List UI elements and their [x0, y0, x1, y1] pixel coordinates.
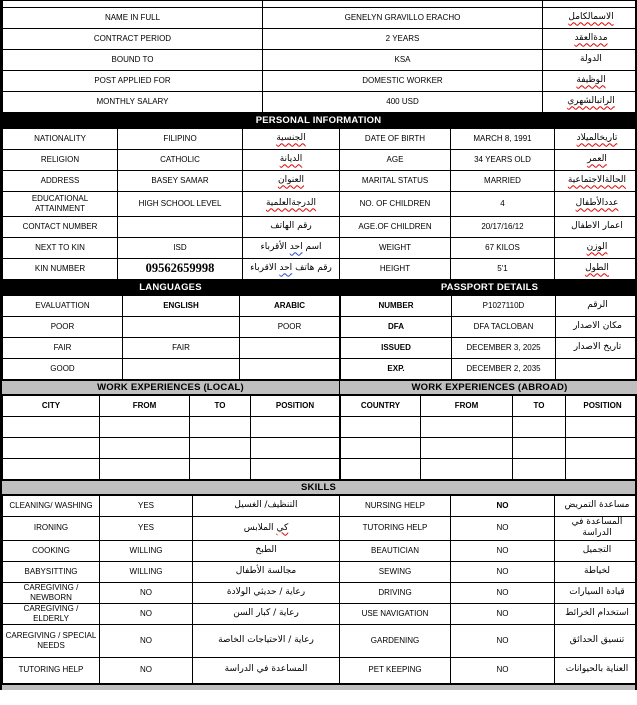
skill-label-ar: مجالسة الأطفال: [193, 561, 340, 582]
column-header: ARABIC: [240, 296, 340, 317]
arabic-word-flagged: احد: [289, 242, 303, 253]
field-label-ar: مكان الاصدار: [556, 317, 637, 338]
section-header-skills: SKILLS: [2, 480, 635, 495]
field-label-ar: رقم الهاتف: [243, 217, 340, 238]
table-row: [3, 8, 637, 29]
skill-value: YES: [100, 496, 193, 517]
field-value: 34 YEARS OLD: [451, 150, 555, 171]
skill-label: COOKING: [3, 540, 100, 561]
table-row: [3, 438, 340, 459]
table-row: [3, 192, 637, 217]
empty-cell: [190, 417, 251, 438]
field-label: CONTACT NUMBER: [3, 217, 118, 238]
table-row: [3, 1, 637, 8]
skill-label: BABYSITTING: [3, 561, 100, 582]
column-header: POSITION: [566, 396, 637, 417]
evaluation-level: GOOD: [3, 359, 123, 380]
skill-label-ar: العناية بالحيوانات: [555, 657, 637, 683]
field-value: ISD: [118, 238, 243, 259]
skill-value: NO: [451, 561, 555, 582]
work-local-table: [2, 395, 340, 480]
section-header-work-abroad: WORK EXPERIENCES (ABROAD): [340, 380, 637, 395]
section-header-personal-information: PERSONAL INFORMATION: [2, 113, 635, 128]
skill-value: WILLING: [100, 540, 193, 561]
field-label: WEIGHT: [340, 238, 451, 259]
empty-cell: [421, 459, 513, 480]
table-row: [3, 417, 340, 438]
table-row: [3, 359, 340, 380]
work-abroad-half: [339, 380, 637, 480]
skill-label-ar: [193, 624, 340, 657]
empty-cell: [566, 417, 637, 438]
table-row: [3, 71, 637, 92]
empty-cell: [251, 417, 340, 438]
field-label: POST APPLIED FOR: [3, 71, 263, 92]
field-label-ar: العمر: [555, 150, 637, 171]
field-value: GENELYN GRAVILLO ERACHO: [263, 8, 543, 29]
skill-label-ar: تنسيق الحدائق: [555, 624, 637, 657]
field-label-ar: تاريخ الاصدار: [556, 338, 637, 359]
evaluation-level: FAIR: [3, 338, 123, 359]
table-row: [341, 338, 637, 359]
skill-label-ar: الطبخ: [193, 540, 340, 561]
field-label-ar: الدولة: [543, 50, 637, 71]
arabic-word: الاقرباء: [250, 263, 277, 274]
column-header: ENGLISH: [123, 296, 240, 317]
skill-value: NO: [451, 582, 555, 603]
field-value: FILIPINO: [118, 129, 243, 150]
field-value: BASEY SAMAR: [118, 171, 243, 192]
field-label: NEXT TO KIN: [3, 238, 118, 259]
table-row: [341, 459, 637, 480]
languages-table: [2, 295, 340, 380]
column-header: CITY: [3, 396, 100, 417]
table-row: [3, 603, 637, 624]
field-label: BOUND TO: [3, 50, 263, 71]
skill-value: NO: [451, 496, 555, 517]
empty-cell: [190, 459, 251, 480]
empty-cell: [341, 459, 421, 480]
work-abroad-table: [340, 395, 637, 480]
empty-cell: [100, 459, 190, 480]
skill-label-ar: المساعدة في الدراسة: [555, 517, 637, 541]
field-value: 20/17/16/12: [451, 217, 555, 238]
skill-label-ar: [193, 517, 340, 541]
column-header: POSITION: [251, 396, 340, 417]
field-label: EXP.: [341, 359, 452, 380]
field-value: 09562659998: [118, 259, 243, 280]
table-row: [3, 657, 637, 683]
skill-label: PET KEEPING: [340, 657, 451, 683]
skill-label-ar: قيادة السيارات: [555, 582, 637, 603]
table-row: [3, 50, 637, 71]
field-label: ADDRESS: [3, 171, 118, 192]
field-label-ar: الديانة: [243, 150, 340, 171]
table-row: [3, 238, 637, 259]
skill-label-ar: التجميل: [555, 540, 637, 561]
field-label-ar: مدةالعقد: [543, 29, 637, 50]
field-label-ar: تاريخالميلاد: [555, 129, 637, 150]
skill-value: NO: [451, 657, 555, 683]
empty-cell: [251, 438, 340, 459]
applicant-summary-table: [2, 0, 637, 113]
language-rating: [240, 359, 340, 380]
language-rating: POOR: [240, 317, 340, 338]
skill-label: CAREGIVING / ELDERLY: [3, 603, 100, 624]
language-rating: FAIR: [123, 338, 240, 359]
skill-label: USE NAVIGATION: [340, 603, 451, 624]
field-value: MARRIED: [451, 171, 555, 192]
skill-label: DRIVING: [340, 582, 451, 603]
column-header: EVALUATTION: [3, 296, 123, 317]
field-label: NATIONALITY: [3, 129, 118, 150]
skill-label-ar: استخدام الخرائط: [555, 603, 637, 624]
field-label-ar: اعمار الاطفال: [555, 217, 637, 238]
field-value: [118, 217, 243, 238]
skill-value: YES: [100, 517, 193, 541]
field-label: MONTHLY SALARY: [3, 92, 263, 113]
field-label: CONTRACT PERIOD: [3, 29, 263, 50]
empty-cell: [513, 438, 566, 459]
table-row: [3, 459, 340, 480]
field-label: NUMBER: [341, 296, 452, 317]
column-header: COUNTRY: [341, 396, 421, 417]
field-value: HIGH SCHOOL LEVEL: [118, 192, 243, 217]
empty-cell: [543, 1, 637, 8]
table-row: [3, 396, 340, 417]
table-row: [3, 624, 637, 657]
language-rating: [123, 359, 240, 380]
field-label-ar: الدرجةالعلمية: [243, 192, 340, 217]
skill-label: TUTORING HELP: [340, 517, 451, 541]
table-row: [3, 259, 637, 280]
table-row: [3, 171, 637, 192]
skill-label-ar: رعاية / كبار السن: [193, 603, 340, 624]
field-value: P1027110D: [452, 296, 556, 317]
column-header: TO: [513, 396, 566, 417]
field-label-ar: الرقم: [556, 296, 637, 317]
field-value: MARCH 8, 1991: [451, 129, 555, 150]
empty-cell: [263, 1, 543, 8]
empty-cell: [3, 1, 263, 8]
table-row: [341, 359, 637, 380]
skill-value: NO: [451, 624, 555, 657]
column-header: FROM: [421, 396, 513, 417]
field-label-ar: الوزن: [555, 238, 637, 259]
field-label-ar: [243, 259, 340, 280]
arabic-word: الملابس: [243, 522, 274, 533]
field-label-ar: العنوان: [243, 171, 340, 192]
empty-cell: [421, 438, 513, 459]
field-value: DECEMBER 3, 2025: [452, 338, 556, 359]
table-row: [3, 29, 637, 50]
field-label: RELIGION: [3, 150, 118, 171]
table-row: [341, 317, 637, 338]
skill-value: WILLING: [100, 561, 193, 582]
section-header-passport-details: PASSPORT DETAILS: [340, 280, 637, 295]
field-label: HEIGHT: [340, 259, 451, 280]
table-row: [341, 396, 637, 417]
field-label-ar: [243, 238, 340, 259]
skill-label-ar: رعاية / حديثي الولادة: [193, 582, 340, 603]
skill-label: CAREGIVING / NEWBORN: [3, 582, 100, 603]
table-row: [3, 496, 637, 517]
passport-half: [339, 280, 637, 380]
field-label: [3, 192, 118, 217]
empty-cell: [100, 417, 190, 438]
arabic-word-flagged: كي: [276, 522, 289, 533]
field-label-text: EDUCATIONAL ATTAINMENT: [31, 194, 89, 213]
table-row: [341, 296, 637, 317]
skills-table: [2, 495, 637, 684]
skill-value: NO: [100, 657, 193, 683]
personal-info-table: [2, 128, 637, 280]
field-label-ar: الطول: [555, 259, 637, 280]
skill-value: NO: [100, 603, 193, 624]
field-value: 4: [451, 192, 555, 217]
skill-label: CLEANING/ WASHING: [3, 496, 100, 517]
skill-value: NO: [100, 624, 193, 657]
section-header-languages: LANGUAGES: [2, 280, 339, 295]
field-value: 2 YEARS: [263, 29, 543, 50]
next-section-header-partial: [2, 684, 635, 690]
field-label: DATE OF BIRTH: [340, 129, 451, 150]
skill-label: GARDENING: [340, 624, 451, 657]
field-label-ar: عددالأطفال: [555, 192, 637, 217]
table-row: [3, 217, 637, 238]
empty-cell: [341, 438, 421, 459]
field-value: 400 USD: [263, 92, 543, 113]
field-label: NO. OF CHILDREN: [340, 192, 451, 217]
arabic-word: رقم هاتف: [295, 263, 332, 274]
skill-label: TUTORING HELP: [3, 657, 100, 683]
field-value: DECEMBER 2, 2035: [452, 359, 556, 380]
skill-value: NO: [451, 540, 555, 561]
field-label-ar: الراتبالشهري: [543, 92, 637, 113]
skill-label: NURSING HELP: [340, 496, 451, 517]
skill-value: NO: [100, 582, 193, 603]
empty-cell: [190, 438, 251, 459]
language-rating: [123, 317, 240, 338]
skill-value: NO: [451, 603, 555, 624]
empty-cell: [513, 459, 566, 480]
table-row: [3, 517, 637, 541]
empty-cell: [566, 459, 637, 480]
evaluation-level: POOR: [3, 317, 123, 338]
table-row: [3, 582, 637, 603]
table-row: [3, 92, 637, 113]
empty-cell: [3, 417, 100, 438]
table-row: [3, 317, 340, 338]
skill-label-ar: التنظيف/ الغسيل: [193, 496, 340, 517]
table-row: [341, 417, 637, 438]
field-label: AGE.OF CHILDREN: [340, 217, 451, 238]
field-label: KIN NUMBER: [3, 259, 118, 280]
field-label-ar: الجنسية: [243, 129, 340, 150]
passport-table: [340, 295, 637, 380]
languages-passport-section: [2, 280, 635, 380]
table-row: [3, 296, 340, 317]
field-label: MARITAL STATUS: [340, 171, 451, 192]
empty-cell: [3, 438, 100, 459]
field-value: DFA TACLOBAN: [452, 317, 556, 338]
empty-cell: [3, 459, 100, 480]
skill-value: NO: [451, 517, 555, 541]
empty-cell: [513, 417, 566, 438]
skill-label: CAREGIVING / SPECIAL NEEDS: [3, 624, 100, 657]
empty-cell: [341, 417, 421, 438]
skill-label-ar: لخياطة: [555, 561, 637, 582]
table-row: [3, 561, 637, 582]
field-label-ar: [556, 359, 637, 380]
empty-cell: [566, 438, 637, 459]
empty-cell: [100, 438, 190, 459]
field-label: ISSUED: [341, 338, 452, 359]
arabic-word: اسم: [305, 242, 322, 253]
arabic-label-text: رعاية / الاحتياجات الخاصة: [218, 634, 314, 645]
field-label-ar: الاسمالكامل: [543, 8, 637, 29]
skill-label-ar: المساعدة في الدراسة: [193, 657, 340, 683]
work-experiences-section: [2, 380, 635, 480]
table-row: [3, 150, 637, 171]
table-row: [3, 338, 340, 359]
field-label: DFA: [341, 317, 452, 338]
skill-label-ar: مساعدة التمريض: [555, 496, 637, 517]
field-value: KSA: [263, 50, 543, 71]
empty-cell: [421, 417, 513, 438]
table-row: [3, 540, 637, 561]
table-row: [341, 438, 637, 459]
skill-label: SEWING: [340, 561, 451, 582]
column-header: FROM: [100, 396, 190, 417]
work-local-half: [2, 380, 339, 480]
column-header: TO: [190, 396, 251, 417]
field-label-ar: الوظيفة: [543, 71, 637, 92]
skill-label: BEAUTICIAN: [340, 540, 451, 561]
field-value: DOMESTIC WORKER: [263, 71, 543, 92]
languages-half: [2, 280, 339, 380]
arabic-word-flagged: احد: [279, 263, 293, 274]
field-value: 67 KILOS: [451, 238, 555, 259]
field-label: AGE: [340, 150, 451, 171]
field-label: NAME IN FULL: [3, 8, 263, 29]
skill-label: IRONING: [3, 517, 100, 541]
table-row: [3, 129, 637, 150]
field-value: CATHOLIC: [118, 150, 243, 171]
section-header-work-local: WORK EXPERIENCES (LOCAL): [2, 380, 339, 395]
field-label-ar: الحالةالاجتماعية: [555, 171, 637, 192]
language-rating: [240, 338, 340, 359]
empty-cell: [251, 459, 340, 480]
field-value: 5'1: [451, 259, 555, 280]
arabic-word: الأقرباء: [260, 242, 287, 253]
